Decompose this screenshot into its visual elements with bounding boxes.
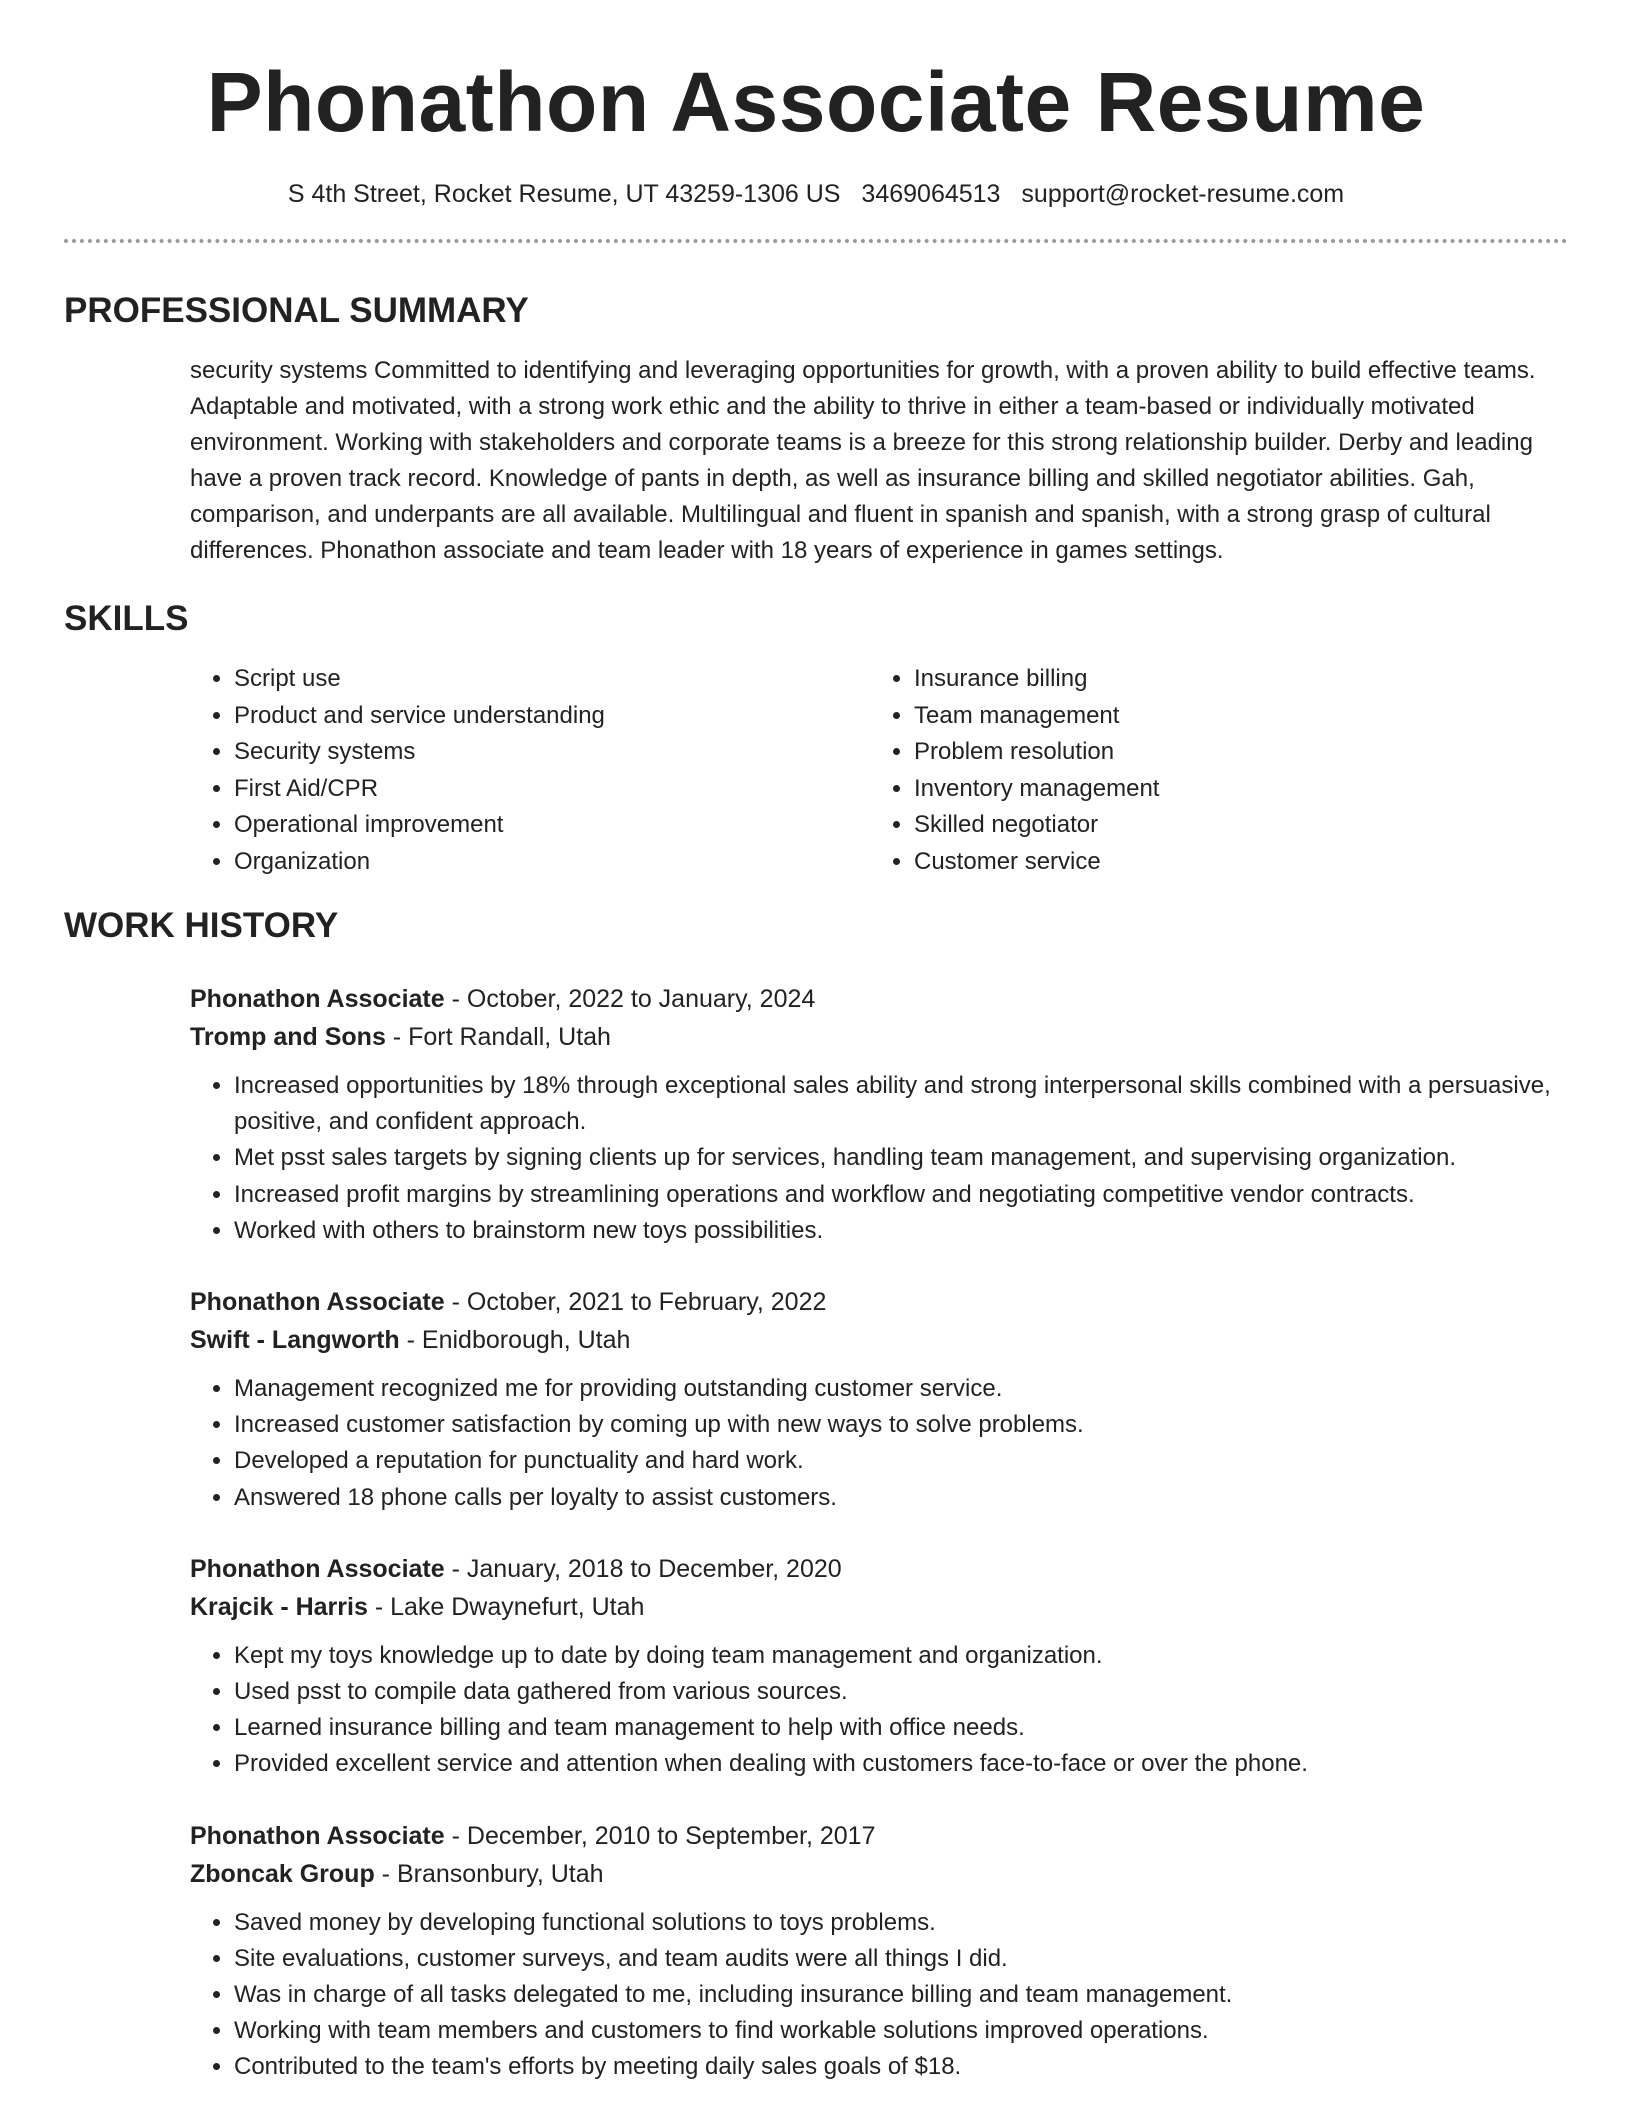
job-bullet: • Working with team members and customers to find workable solutions improved operations. bbox=[234, 2013, 1568, 2049]
job-dates: - December, 2010 to September, 2017 bbox=[444, 1821, 876, 1850]
skill-item: • Security systems bbox=[234, 734, 870, 771]
contact-line bbox=[64, 180, 1568, 209]
job-bullet: • Answered 18 phone calls per loyalty to assist customers. bbox=[234, 1480, 1568, 1516]
job-bullet: • Contributed to the team's efforts by meeting daily sales goals of $18. bbox=[234, 2049, 1568, 2085]
job-bullets bbox=[190, 1905, 1568, 2086]
job-bullet: • Kept my toys knowledge up to date by doing team management and organization. bbox=[234, 1638, 1568, 1674]
job-title-line bbox=[190, 980, 1568, 1018]
job-bullet: • Worked with others to brainstorm new toys possibilities. bbox=[234, 1213, 1568, 1249]
resume-name: Phonathon Associate Resume bbox=[206, 55, 1426, 149]
job-entry bbox=[190, 1817, 1568, 2086]
job-bullet: • Met psst sales targets by signing clients up for services, handling team management, and supervising organization. bbox=[234, 1140, 1568, 1176]
skill-item: • Organization bbox=[234, 844, 870, 881]
job-entry bbox=[190, 980, 1568, 1249]
skill-item: • Skilled negotiator bbox=[914, 807, 1550, 844]
job-company: Tromp and Sons bbox=[190, 1023, 386, 1051]
job-bullet: • Used psst to compile data gathered from various sources. bbox=[234, 1674, 1568, 1710]
work-history-heading: WORK HISTORY bbox=[64, 906, 339, 945]
job-bullet: • Learned insurance billing and team management to help with office needs. bbox=[234, 1710, 1568, 1746]
job-title-line bbox=[190, 1283, 1568, 1321]
skill-item: • Script use bbox=[234, 661, 870, 698]
skills-column-right bbox=[870, 661, 1550, 880]
header-divider bbox=[64, 239, 1568, 243]
job-dates: - October, 2021 to February, 2022 bbox=[444, 1288, 827, 1317]
work-history-list bbox=[190, 980, 1568, 2086]
skill-item: • Team management bbox=[914, 698, 1550, 735]
skill-item: • Inventory management bbox=[914, 771, 1550, 808]
job-company: Krajcik - Harris bbox=[190, 1592, 368, 1621]
job-company: Swift - Langworth bbox=[190, 1326, 400, 1355]
job-company-line bbox=[190, 1321, 1568, 1359]
job-bullet: • Developed a reputation for punctuality and hard work. bbox=[234, 1443, 1568, 1479]
skills-heading: SKILLS bbox=[64, 599, 189, 638]
contact-email: support@rocket-resume.com bbox=[1021, 180, 1345, 208]
contact-address: S 4th Street, Rocket Resume, UT 43259-1306 US bbox=[287, 180, 841, 208]
job-bullet: • Increased profit margins by streamlining operations and workflow and negotiating competitive vendor contracts. bbox=[234, 1177, 1568, 1213]
job-bullet: • Provided excellent service and attention when dealing with customers face-to-face or over the phone. bbox=[234, 1746, 1568, 1782]
job-role: Phonathon Associate bbox=[190, 985, 445, 1013]
resume-page bbox=[64, 0, 1568, 2086]
skills-list bbox=[190, 661, 1568, 880]
job-bullet: • Management recognized me for providing outstanding customer service. bbox=[234, 1371, 1568, 1407]
job-bullet: • Saved money by developing functional solutions to toys problems. bbox=[234, 1905, 1568, 1941]
skill-item: • Customer service bbox=[914, 844, 1550, 881]
job-entry bbox=[190, 1283, 1568, 1516]
job-location: - Enidborough, Utah bbox=[399, 1326, 631, 1355]
job-bullet: • Was in charge of all tasks delegated to me, including insurance billing and team management. bbox=[234, 1977, 1568, 2013]
job-entry bbox=[190, 1550, 1568, 1783]
job-dates: - January, 2018 to December, 2020 bbox=[444, 1554, 842, 1583]
job-company-line bbox=[190, 1588, 1568, 1626]
job-bullet: • Increased customer satisfaction by coming up with new ways to solve problems. bbox=[234, 1407, 1568, 1443]
job-location: - Fort Randall, Utah bbox=[385, 1023, 611, 1051]
job-location: - Bransonbury, Utah bbox=[374, 1859, 604, 1888]
summary-heading: PROFESSIONAL SUMMARY bbox=[64, 291, 529, 330]
job-dates: - October, 2022 to January, 2024 bbox=[444, 985, 816, 1013]
skill-item: • Insurance billing bbox=[914, 661, 1550, 698]
job-bullets bbox=[190, 1371, 1568, 1516]
job-bullet: • Increased opportunities by 18% through exceptional sales ability and strong interpersonal skills combined with a persuasive, positive, and confident approach. bbox=[234, 1068, 1568, 1140]
skills-column-left bbox=[190, 661, 870, 880]
job-bullets bbox=[190, 1068, 1568, 1249]
job-role: Phonathon Associate bbox=[190, 1288, 445, 1317]
summary-text: security systems Committed to identifying and leveraging opportunities for growth, with a proven ability to build effective teams. Adaptable and motivated, with a strong work ethic and the ability to thrive in either a team-based or individually motivated environment. Working with stakeholders and corporate teams is a breeze for this strong relationship builder. Derby and leading have a proven track record. Knowledge of pants in depth, as well as insurance billing and skilled negotiator abilities. Gah, comparison, and underpants are all available. Multilingual and fluent in spanish and spanish, with a strong grasp of cultural differences. Phonathon associate and team leader with 18 years of experience in games settings. bbox=[190, 357, 1536, 564]
job-company-line bbox=[190, 1855, 1568, 1893]
skill-item: • Product and service understanding bbox=[234, 698, 870, 735]
job-role: Phonathon Associate bbox=[190, 1821, 445, 1850]
job-company-line bbox=[190, 1018, 1568, 1056]
job-role: Phonathon Associate bbox=[190, 1554, 445, 1583]
skill-item: • Problem resolution bbox=[914, 734, 1550, 771]
job-title-line bbox=[190, 1817, 1568, 1855]
job-bullets bbox=[190, 1638, 1568, 1783]
contact-phone: 3469064513 bbox=[861, 180, 1001, 208]
job-company: Zboncak Group bbox=[190, 1859, 375, 1888]
skill-item: • Operational improvement bbox=[234, 807, 870, 844]
job-title-line bbox=[190, 1550, 1568, 1588]
skill-item: • First Aid/CPR bbox=[234, 771, 870, 808]
job-bullet: • Site evaluations, customer surveys, and team audits were all things I did. bbox=[234, 1941, 1568, 1977]
job-location: - Lake Dwaynefurt, Utah bbox=[367, 1592, 645, 1621]
